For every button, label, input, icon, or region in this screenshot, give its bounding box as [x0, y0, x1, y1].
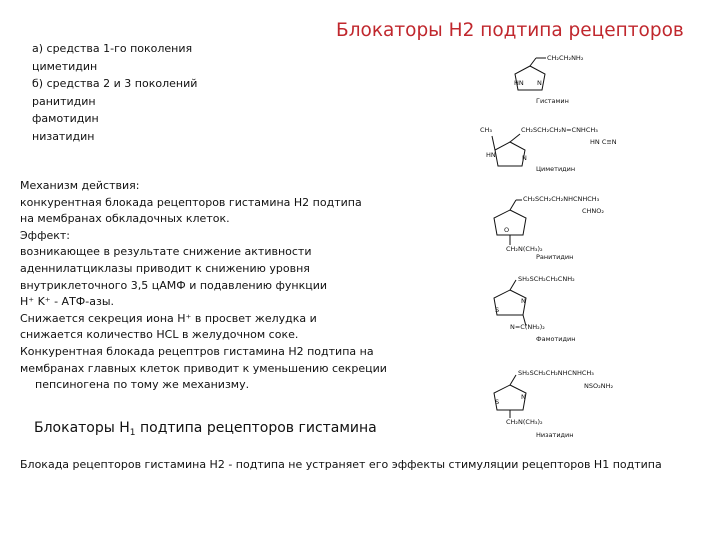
bottom-note: Блокада рецепторов гистамина Н2 - подтипа не устраняет его эффекты стимуляции рецепторов Н1 подтипа: [20, 458, 662, 471]
ranitidine-structure: [494, 200, 526, 245]
histamine-label: Гистамин: [536, 97, 569, 105]
famotidine-label: Фамотидин: [536, 335, 576, 343]
ranitidine-chain2: CHNO₂: [582, 207, 605, 215]
ranitidine-chain: CH₂SCH₂CH₂NHCNHCH₃: [523, 195, 600, 203]
list-item: а) средства 1-го поколения: [32, 42, 193, 55]
list-item: низатидин: [32, 129, 95, 143]
h1-heading-main: Блокаторы Н: [34, 420, 130, 436]
text-line: возникающее в результате снижение активности: [20, 245, 312, 259]
histamine-chain: CH₂CH₂NH₂: [547, 54, 584, 62]
drug-generations-list: [32, 40, 197, 145]
cimetidine-n2: N: [522, 154, 527, 162]
cimetidine-n1: HN: [486, 151, 496, 159]
text-line: H⁺ K⁺ - АТФ-азы.: [20, 295, 115, 309]
nizatidine-sub: CH₂N(CH₃)₂: [506, 418, 543, 426]
cimetidine-methyl: CH₃: [480, 126, 493, 134]
ranitidine-ring-o: O: [504, 226, 510, 234]
chemical-structures: [470, 50, 650, 445]
text-line: конкурентная блокада рецепторов гистамина Н2 подтипа: [20, 195, 362, 209]
h1-heading-rest: подтипа рецепторов гистамина: [135, 420, 377, 436]
nizatidine-ring-s: S: [495, 398, 500, 406]
text-line: Эффект:: [20, 228, 71, 242]
text-line: мембранах главных клеток приводит к уменьшению секреции: [20, 361, 387, 375]
ranitidine-label: Ранитидин: [536, 253, 574, 261]
text-line: пепсиногена по тому же механизму.: [35, 378, 250, 392]
nizatidine-label: Низатидин: [536, 431, 574, 439]
famotidine-chain: SH₂SCH₂CH₂CNH₂: [518, 275, 575, 283]
cimetidine-structure: [492, 134, 525, 166]
list-item: б) средства 2 и 3 поколений: [32, 77, 198, 90]
text-line: снижается количество HCL в желудочном соке.: [20, 328, 299, 342]
list-item: ранитидин: [32, 94, 96, 108]
nizatidine-ring-n: N: [521, 393, 526, 401]
h1-blockers-heading: [34, 420, 377, 438]
ranitidine-sub: CH₂N(CH₃)₂: [506, 245, 543, 253]
text-line: на мембранах обкладочных клеток.: [20, 212, 230, 226]
text-line: Механизм действия:: [20, 179, 140, 192]
slide-title: Блокаторы Н2 подтипа рецепторов: [336, 20, 684, 41]
famotidine-ring-n: N: [521, 297, 526, 305]
cimetidine-label: Циметидин: [536, 165, 576, 173]
famotidine-sub: N=C(NH₂)₂: [510, 323, 545, 331]
text-line: Конкурентная блокада рецептров гистамина Н2 подтипа на: [20, 344, 374, 358]
list-item: фамотидин: [32, 112, 99, 125]
h1-heading-sub: 1: [129, 428, 136, 438]
text-line: внутриклеточного 3,5 цАМФ и подавлению функции: [20, 278, 328, 292]
histamine-n2: N: [537, 79, 542, 87]
cimetidine-chain2: HN C≡N: [590, 138, 617, 146]
nizatidine-chain2: NSO₂NH₂: [584, 382, 614, 390]
nizatidine-chain: SH₂SCH₂CH₂NHCNHCH₃: [518, 369, 594, 377]
histamine-n1: HN: [514, 79, 524, 87]
text-line: Снижается секреция иона H⁺ в просвет желудка и: [20, 311, 317, 325]
text-line: аденнилатциклазы приводит к снижению уровня: [20, 261, 310, 275]
famotidine-ring-s: S: [495, 306, 500, 314]
list-item: циметидин: [32, 59, 98, 73]
mechanism-text: [20, 178, 387, 394]
cimetidine-chain: CH₂SCH₂CH₂N=CNHCH₃: [521, 126, 598, 134]
